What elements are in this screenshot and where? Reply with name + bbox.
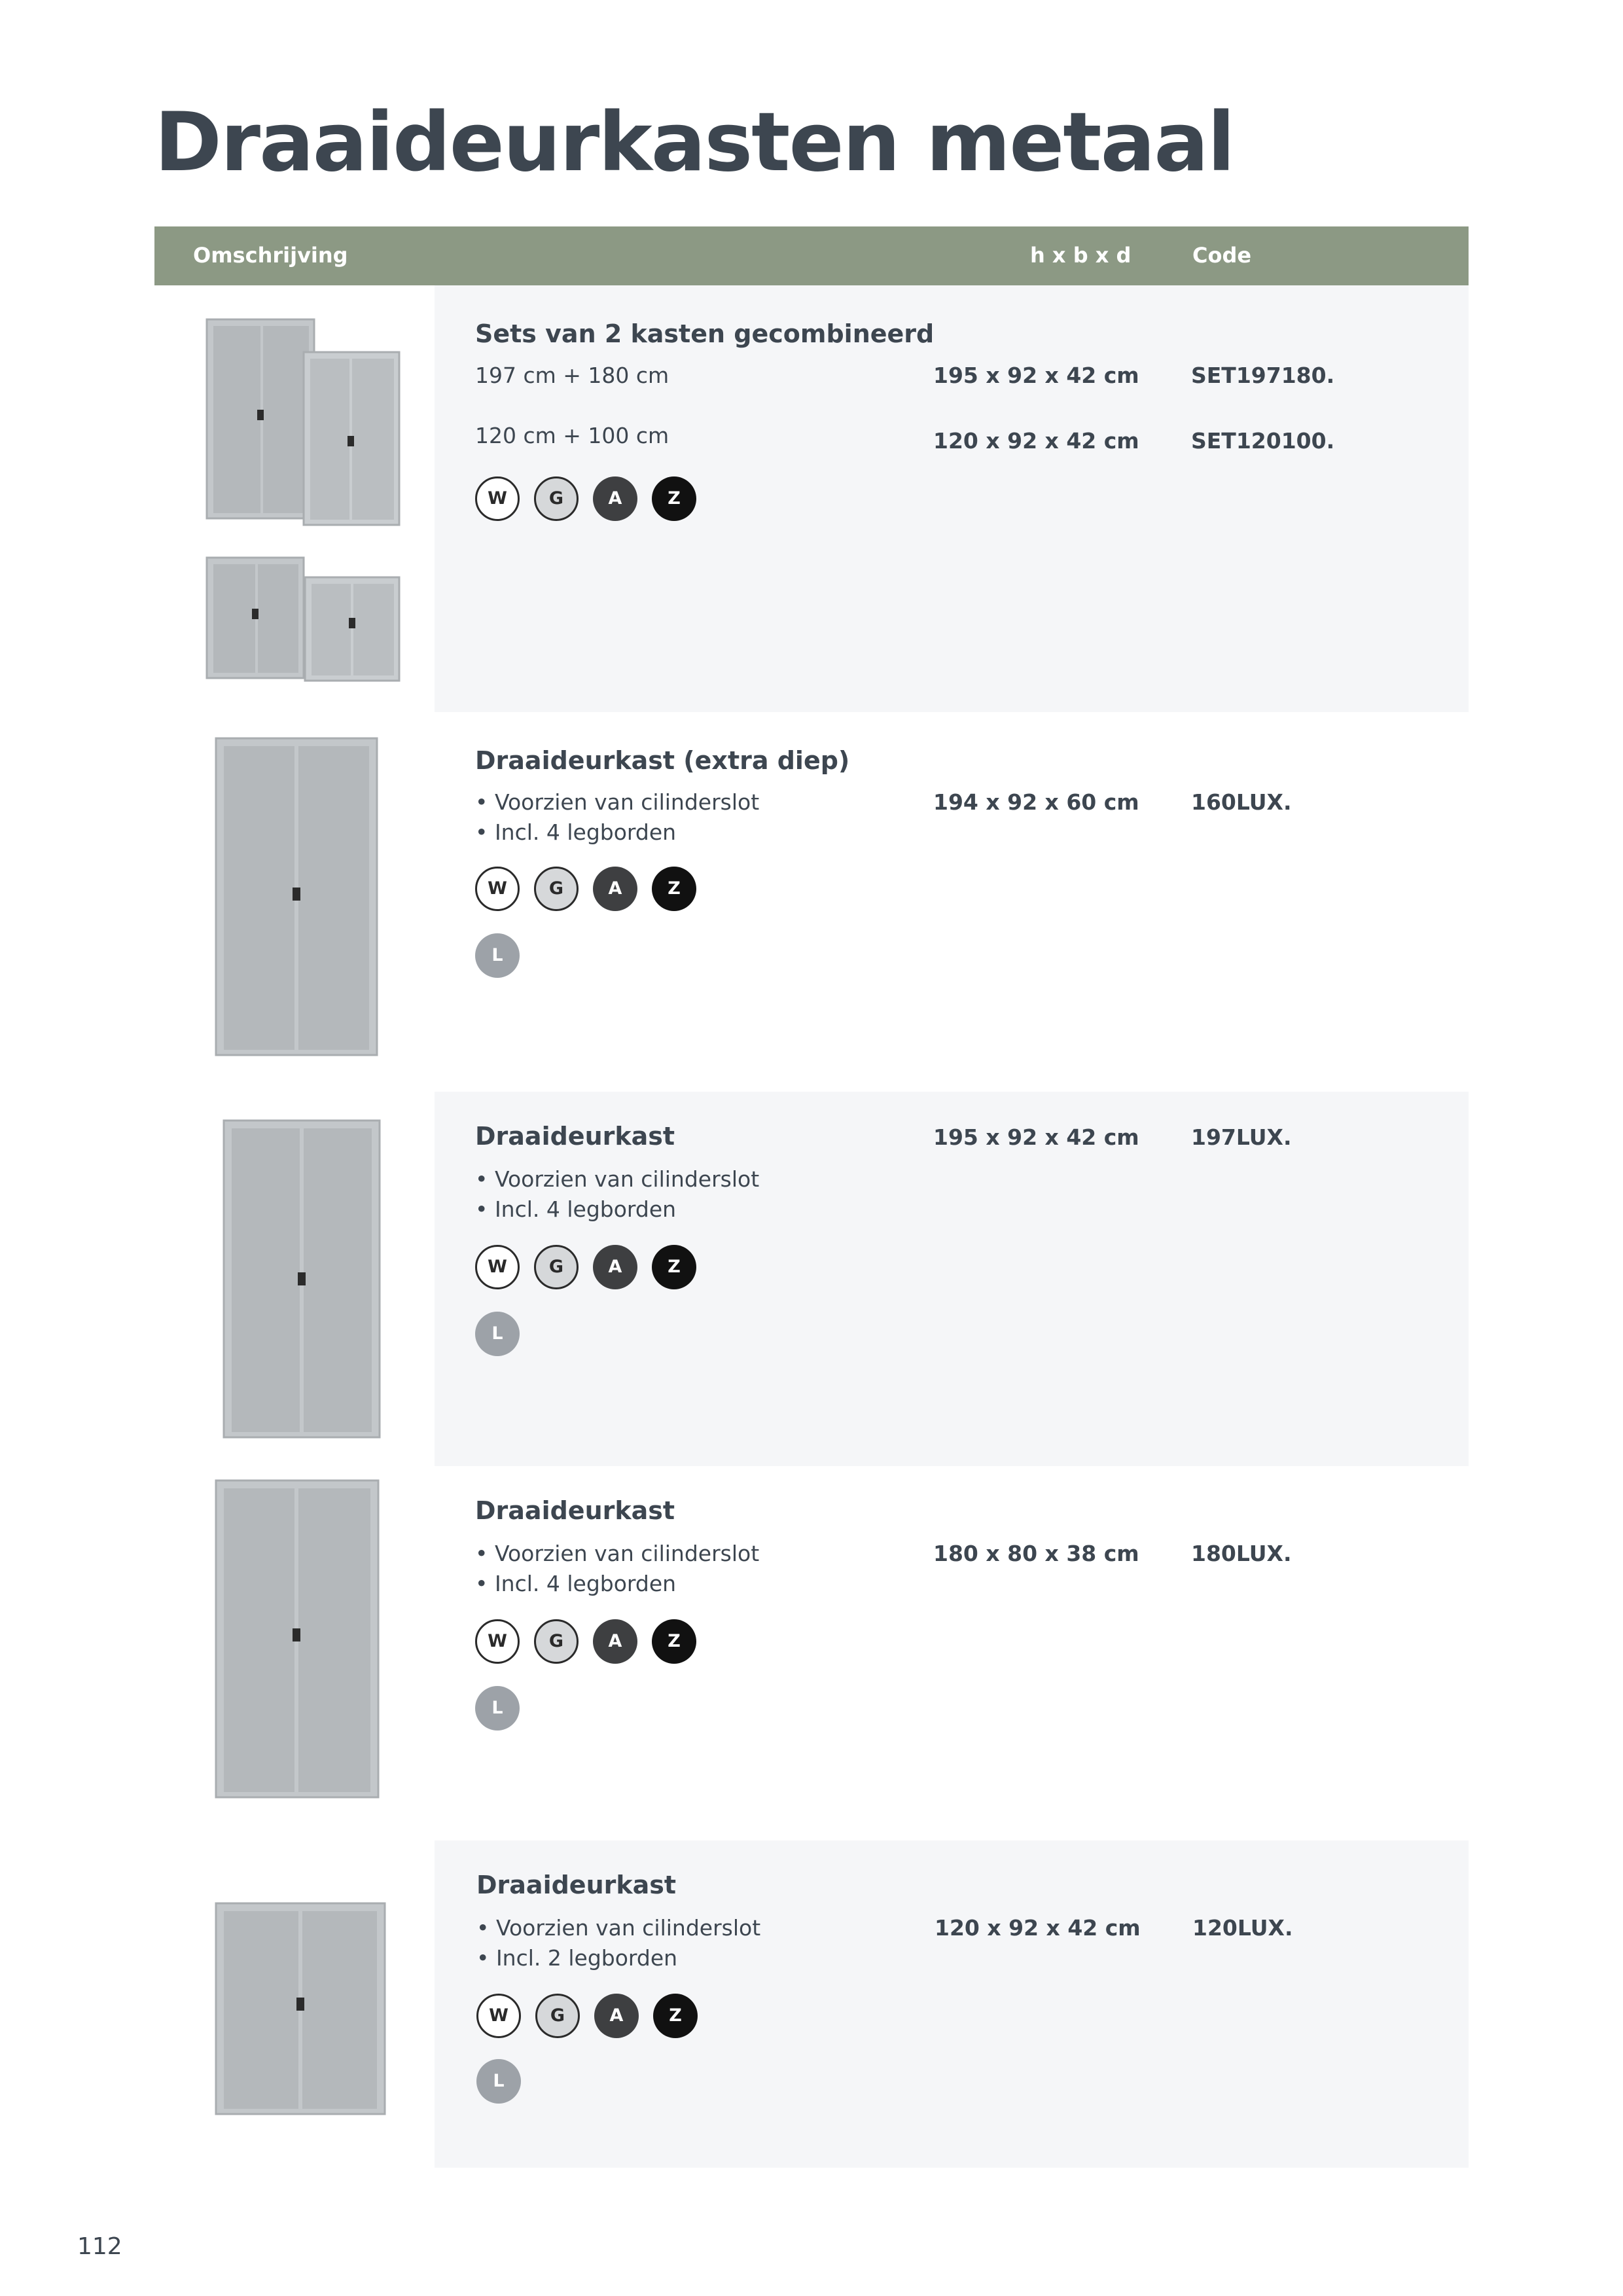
product-code: 197LUX. — [1191, 1124, 1292, 1150]
color-swatch-light-grey: L — [475, 1312, 520, 1356]
color-swatch-white: W — [475, 1619, 520, 1664]
variant-label: 197 cm + 180 cm — [475, 363, 669, 388]
product-dimensions: 180 x 80 x 38 cm — [933, 1541, 1139, 1566]
product-120lux — [154, 1840, 1469, 2168]
page-number: 112 — [77, 2233, 122, 2260]
cabinet-image — [223, 1119, 381, 1440]
color-swatch-white: W — [475, 1245, 520, 1289]
product-name: Draaideurkast — [475, 1122, 675, 1151]
color-swatch-black: Z — [652, 867, 696, 911]
color-swatch-grey: G — [535, 1994, 580, 2038]
cabinet-set-low-image — [205, 556, 402, 687]
product-feature: • Voorzien van cilinderslot — [475, 1166, 760, 1192]
product-197lux — [154, 1092, 1469, 1466]
color-swatch-grey: G — [534, 476, 579, 521]
variant-code: SET120100. — [1191, 428, 1335, 454]
color-swatch-anthracite: A — [593, 1619, 637, 1664]
page-title: Draaideurkasten metaal — [154, 96, 1234, 190]
color-swatch-black: Z — [652, 1619, 696, 1664]
color-swatch-grey: G — [534, 1245, 579, 1289]
variant-dimensions: 195 x 92 x 42 cm — [933, 363, 1139, 388]
product-code: 160LUX. — [1191, 789, 1292, 815]
color-swatch-light-grey: L — [476, 2059, 521, 2104]
cabinet-image — [215, 737, 378, 1058]
product-dimensions: 194 x 92 x 60 cm — [933, 789, 1139, 815]
color-swatch-anthracite: A — [594, 1994, 639, 2038]
product-code: 120LUX. — [1192, 1915, 1293, 1941]
variant-code: SET197180. — [1191, 363, 1335, 388]
header-dimensions: h x b x d — [1030, 243, 1132, 268]
product-name: Sets van 2 kasten gecombineerd — [475, 319, 935, 348]
product-set — [154, 285, 1469, 712]
color-swatch-white: W — [475, 476, 520, 521]
product-180lux — [154, 1466, 1469, 1840]
product-feature: • Voorzien van cilinderslot — [475, 789, 760, 815]
product-code: 180LUX. — [1191, 1541, 1292, 1566]
header-code: Code — [1192, 243, 1252, 268]
product-feature: • Incl. 4 legborden — [475, 819, 677, 845]
product-160lux — [154, 712, 1469, 1092]
color-swatch-anthracite: A — [593, 476, 637, 521]
color-swatch-black: Z — [652, 476, 696, 521]
product-dimensions: 120 x 92 x 42 cm — [935, 1915, 1141, 1941]
color-swatch-black: Z — [652, 1245, 696, 1289]
product-feature: • Voorzien van cilinderslot — [476, 1915, 761, 1941]
product-name: Draaideurkast — [475, 1496, 675, 1525]
cabinet-image — [215, 1479, 380, 1800]
product-feature: • Incl. 2 legborden — [476, 1945, 678, 1971]
product-panel — [435, 285, 1469, 712]
product-dimensions: 195 x 92 x 42 cm — [933, 1124, 1139, 1150]
color-swatch-black: Z — [653, 1994, 698, 2038]
product-name: Draaideurkast (extra diep) — [475, 746, 850, 775]
product-feature: • Voorzien van cilinderslot — [475, 1541, 760, 1566]
color-swatch-anthracite: A — [593, 867, 637, 911]
table-header — [154, 226, 1469, 285]
color-swatch-grey: G — [534, 1619, 579, 1664]
variant-dimensions: 120 x 92 x 42 cm — [933, 428, 1139, 454]
color-swatch-light-grey: L — [475, 1686, 520, 1731]
color-swatch-white: W — [476, 1994, 521, 2038]
header-description: Omschrijving — [193, 243, 348, 268]
product-name: Draaideurkast — [476, 1871, 677, 1899]
product-feature: • Incl. 4 legborden — [475, 1196, 677, 1222]
color-swatch-grey: G — [534, 867, 579, 911]
color-swatch-anthracite: A — [593, 1245, 637, 1289]
cabinet-image — [215, 1902, 386, 2118]
color-swatch-light-grey: L — [475, 933, 520, 978]
cabinet-set-tall-image — [205, 318, 402, 528]
color-swatch-white: W — [475, 867, 520, 911]
variant-label: 120 cm + 100 cm — [475, 423, 669, 448]
product-feature: • Incl. 4 legborden — [475, 1571, 677, 1596]
